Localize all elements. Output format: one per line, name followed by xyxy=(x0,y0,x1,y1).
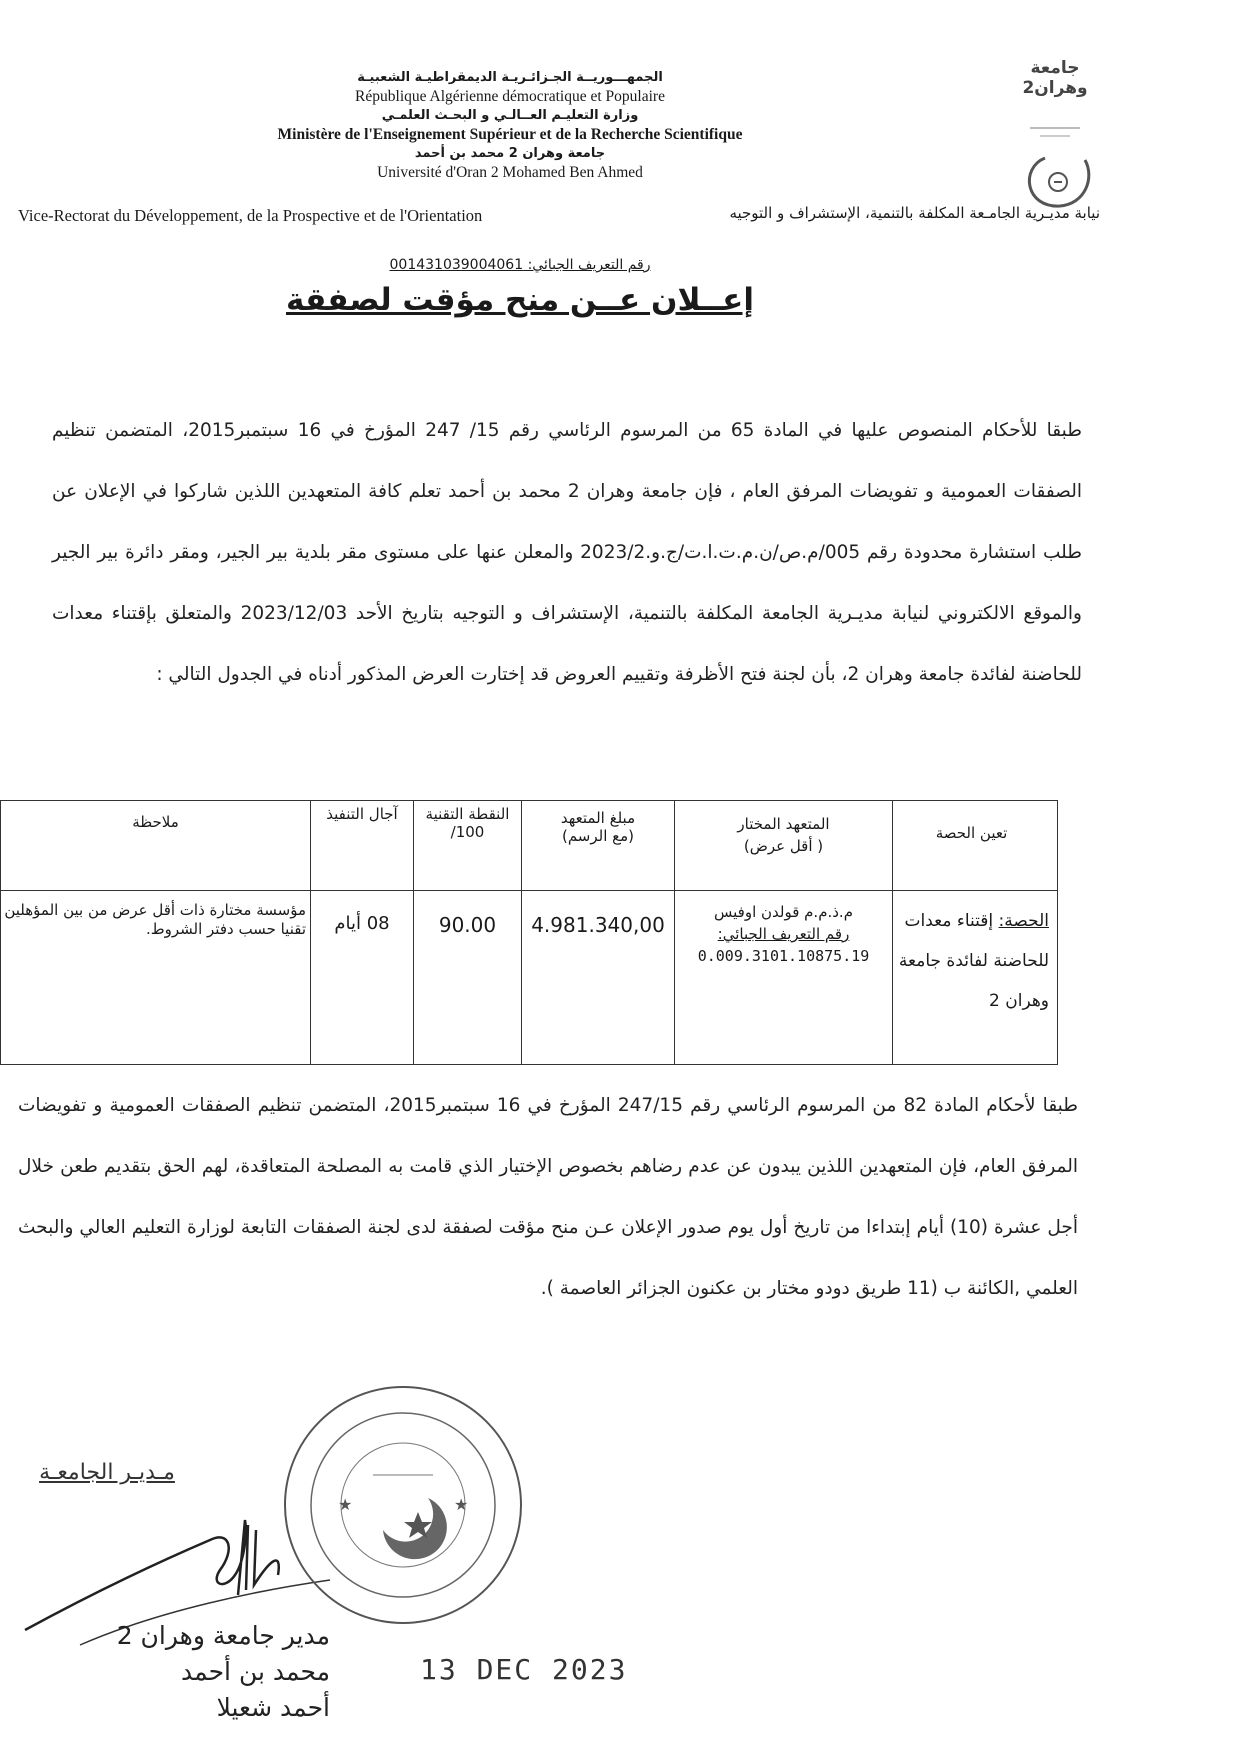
fr-republic: République Algérienne démocratique et Populaire xyxy=(355,88,665,105)
ar-ministry: وزارة التعليـم العــالـي و البحـث العلمـي xyxy=(381,108,639,123)
ar-republic: الجمهـــوريــة الجـزائـريـة الديمقراطيـة الشعبيـة xyxy=(357,70,663,85)
logo-text: جامعة وهران2 xyxy=(1022,58,1088,98)
header-amount: مبلغ المتعهد (مع الرسم) xyxy=(522,801,675,891)
page-title: إعــلان عــن منح مؤقت لصفقة xyxy=(286,282,754,318)
official-seal-icon xyxy=(278,1380,528,1630)
fr-ministry: Ministère de l'Enseignement Supérieur et de la Recherche Scientifique xyxy=(277,126,743,143)
header-block xyxy=(240,68,780,182)
cell-points: 90.00 xyxy=(414,891,522,1065)
logo-emblem-icon xyxy=(1000,98,1110,218)
ar-vice-rectorate: نيابة مديـرية الجامـعة المكلفة بالتنمية، الإستشراف و التوجيه xyxy=(729,204,1100,222)
intro-paragraph: طبقا للأحكام المنصوص عليها في المادة 65 من المرسوم الرئاسي رقم 15/ 247 المؤرخ في 16 سبتمبر2015، المتضمن تنظيم الصفقات العمومية و تفويضات المرفق العام ، فإن جامعة وهران 2 محمد بن أحمد تعلم كافة المتعهدين اللذين شاركوا في الإعلان عن طلب استشارة محدودة رقم 005/م.ص/ن.م.ت.ا.ت/ج.و.2023/2 والمعلن عنها على مستوى مقر بلدية بير الجير، ومقر دائرة بير الجير والموقع الالكتروني لنيابة مديـرية الجامعة المكلفة بالتنمية، الإستشراف و التوجيه بتاريخ الأحد 2023/12/03 والمتعلق بإقتناء معدات للحاضنة لفائدة جامعة وهران 2، بأن لجنة فتح الأظرفة وتقييم العروض قد إختارت العرض المذكور أدناه في الجدول التالي : xyxy=(52,420,1082,685)
fr-vice-rectorate: Vice-Rectorat du Développement, de la Prospective et de l'Orientation xyxy=(18,206,483,225)
header-note: ملاحظة xyxy=(1,801,311,891)
table-header-row xyxy=(1,801,1058,891)
nif-line: رقم التعريف الجبائي: 001431039004061 xyxy=(389,257,651,273)
header-selected: المتعهد المختار ( أقل عرض) xyxy=(675,801,893,891)
university-logo xyxy=(1000,58,1110,208)
cell-note: مؤسسة مختارة ذات أقل عرض من بين المؤهلين تقنيا حسب دفتر الشروط. xyxy=(1,891,311,1065)
cell-delay: 08 أيام xyxy=(311,891,414,1065)
table-row xyxy=(1,891,1058,1065)
cell-amount: 4.981.340,00 xyxy=(522,891,675,1065)
svg-text:★: ★ xyxy=(454,1495,469,1514)
appeal-paragraph: طبقا لأحكام المادة 82 من المرسوم الرئاسي رقم 247/15 المؤرخ في 16 سبتمبر2015، المتضمن تنظيم الصفقات العمومية و تفويضات المرفق العام، فإن المتعهدين اللذين يبدون عن عدم رضاهم بخصوص الإختيار الذي قامت به المصلحة المتعاقدة، لهم الحق بتقديم طعن خلال أجل عشرة (10) أيام إبتداءا من تاريخ أول يوم صدور الإعلان عـن منح مؤقت لصفقة لدى لجنة الصفقات التابعة لوزارة التعليم العالي والبحث العلمي ,الكائنة ب (11 طريق دودو مختار بن عكنون الجزائر العاصمة ). xyxy=(18,1095,1078,1299)
signature-title: مـديـر الجامعـة xyxy=(39,1460,175,1485)
svg-text:★: ★ xyxy=(338,1495,353,1514)
ar-university: جامعة وهران 2 محمد بن أحمد xyxy=(414,146,606,161)
header-delay: آجال التنفيذ xyxy=(311,801,414,891)
award-table xyxy=(0,800,1058,1065)
signatory-name: مدير جامعة وهران 2 محمد بن أحمد أحمد شعيلا xyxy=(116,1621,330,1722)
header-points: النقطة التقنية 100/ xyxy=(414,801,522,891)
date-stamp: 13 DEC 2023 xyxy=(420,1653,628,1686)
cell-selected: م.ذ.م.م قولدن اوفيس رقم التعريف الجبائي: 0.009.3101.10875.19 xyxy=(675,891,893,1065)
cell-lot: الحصة: إقتناء معدات للحاضنة لفائدة جامعة وهران 2 xyxy=(893,891,1058,1065)
fr-university: Université d'Oran 2 Mohamed Ben Ahmed xyxy=(377,164,643,181)
header-lot: تعين الحصة xyxy=(893,801,1058,891)
